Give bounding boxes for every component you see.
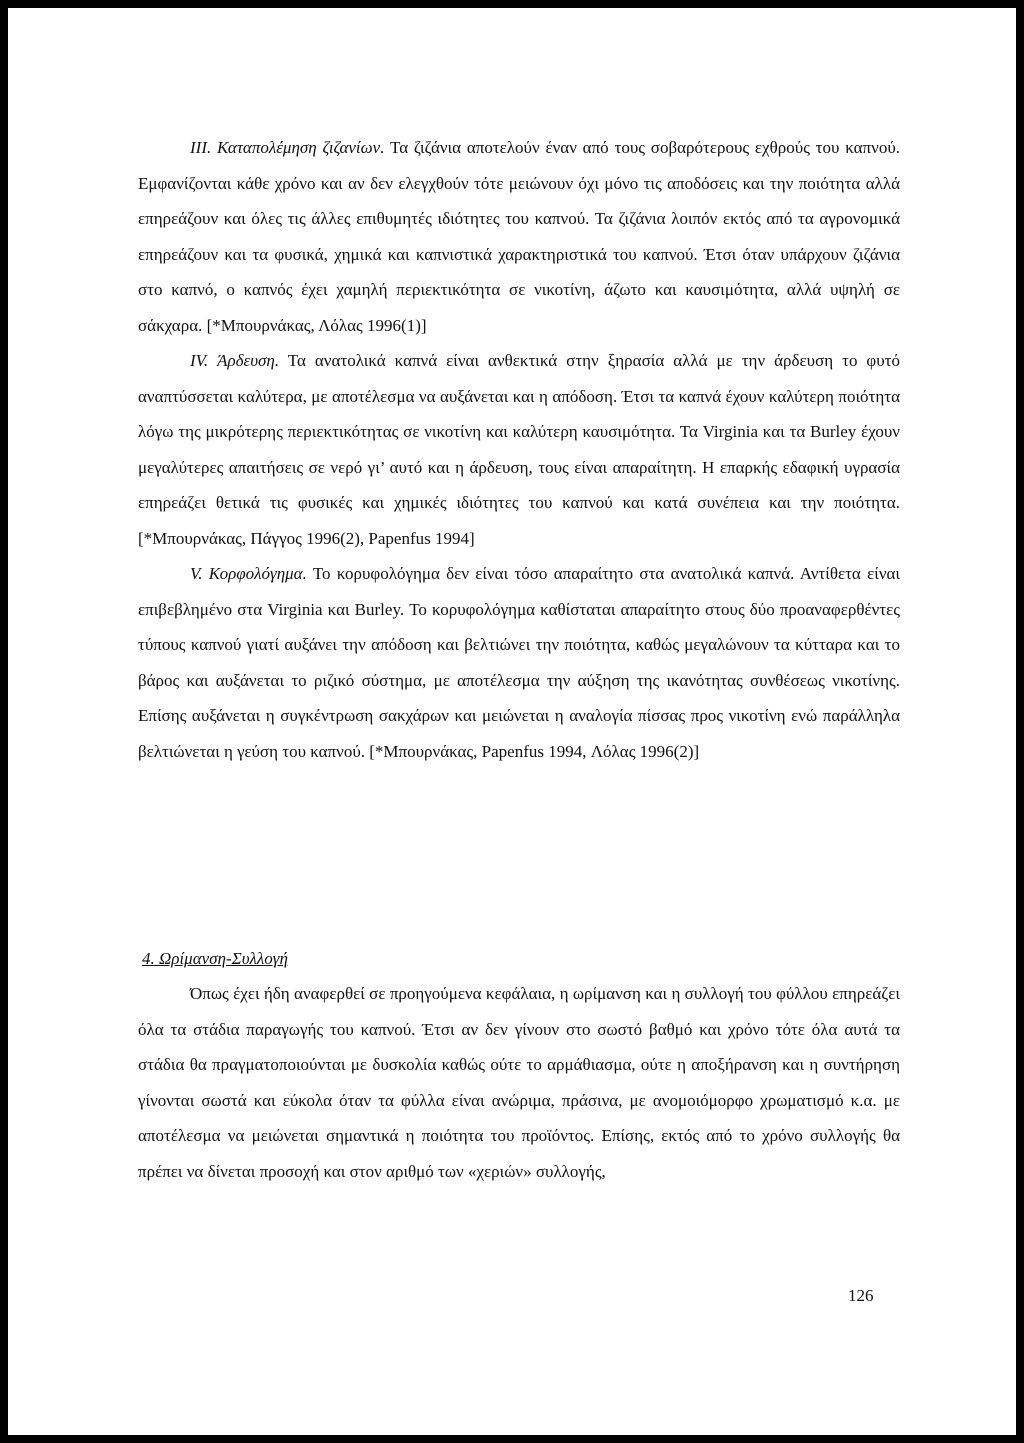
section-label: V. Κορφολόγημα. (190, 564, 307, 583)
paragraph-text: Τα ζιζάνια αποτελούν έναν από τους σοβαρότερους εχθρούς του καπνού. Εμφανίζονται κάθε χρόνο και αν δεν ελεγχθούν τότε μειώνουν όχι μόνο τις αποδόσεις και την ποιότητα αλλά επηρεάζουν και όλες τις άλλες επιθυμητές ιδιότητες του καπνού. Τα ζιζάνια λοιπόν εκτός από τα αγρονομικά επηρεάζουν και τα φυσικά, χημικά και καπνιστικά χαρακτηριστικά του καπνού. Έτσι όταν υπάρχουν ζιζάνια στο καπνό, ο καπνός έχει χαμηλή περιεκτικότητα σε νικοτίνη, άζωτο και καυσιμότητα, αλλά υψηλή σε σάκχαρα. [*Μπουρνάκας, Λόλας 1996(1)] (138, 138, 900, 335)
paragraph-irrigation (138, 343, 900, 556)
section-4-text (138, 976, 900, 1189)
section-3-5-text (138, 130, 900, 769)
paragraph-ripening: Όπως έχει ήδη αναφερθεί σε προηγούμενα κεφάλαια, η ωρίμανση και η συλλογή του φύλλου επηρεάζει όλα τα στάδια παραγωγής του καπνού. Έτσι αν δεν γίνουν στο σωστό βαθμό και χρόνο τότε όλα αυτά τα στάδια θα πραγματοποιούνται με δυσκολία καθώς ούτε το αρμάθιασμα, ούτε η αποξήρανση και η συντήρηση γίνονται σωστά και εύκολα όταν τα φύλλα είναι ανώριμα, πράσινα, με ανομοιόμορφο χρωματισμό κ.α. με αποτέλεσμα να μειώνεται σημαντικά η ποιότητα του προϊόντος. Επίσης, εκτός από το χρόνο συλλογής θα πρέπει να δίνεται προσοχή και στον αριθμό των «χεριών» συλλογής, (138, 984, 900, 1181)
section-label: IV. Άρδευση. (190, 351, 280, 370)
paragraph-topping (138, 556, 900, 769)
paragraph-text: Το κορυφολόγημα δεν είναι τόσο απαραίτητο στα ανατολικά καπνά. Αντίθετα είναι επιβεβλημένο στα Virginia και Burley. Το κορυφολόγημα καθίσταται απαραίτητο στους δύο προαναφερθέντες τύπους καπνού γιατί αυξάνει την απόδοση και βελτιώνει την ποιότητα, καθώς μεγαλώνουν τα κύτταρα και το βάρος και αυξάνεται το ριζικό σύστημα, με αποτέλεσμα την αύξηση της ικανότητας συνθέσεως νικοτίνης. Επίσης αυξάνεται η συγκέντρωση σακχάρων και μειώνεται η αναλογία πίσσας προς νικοτίνη ενώ παράλληλα βελτιώνεται η γεύση του καπνού. [*Μπουρνάκας, Papenfus 1994, Λόλας 1996(2)] (138, 564, 900, 761)
paragraph-text: Τα ανατολικά καπνά είναι ανθεκτικά στην ξηρασία αλλά με την άρδευση το φυτό αναπτύσσεται καλύτερα, με αποτέλεσμα να αυξάνεται και η απόδοση. Έτσι τα καπνά έχουν καλύτερη ποιότητα λόγω της μικρότερης περιεκτικότητας σε νικοτίνη και καλύτερη καυσιμότητα. Τα Virginia και τα Burley έχουν μεγαλύτερες απαιτήσεις σε νερό γι’ αυτό και η άρδευση, τους είναι απαραίτητη. Η επαρκής εδαφική υγρασία επηρεάζει θετικά τις φυσικές και χημικές ιδιότητες του καπνού και κατά συνέπεια και την ποιότητα. [*Μπουρνάκας, Πάγγος 1996(2), Papenfus 1994] (138, 351, 900, 548)
section-heading: 4. Ωρίμανση-Συλλογή (142, 949, 288, 968)
section-label: III. Καταπολέμηση ζιζανίων. (190, 138, 385, 157)
paragraph-weed-control (138, 130, 900, 343)
document-page (8, 8, 1016, 1435)
page-number: 126 (848, 1286, 874, 1305)
